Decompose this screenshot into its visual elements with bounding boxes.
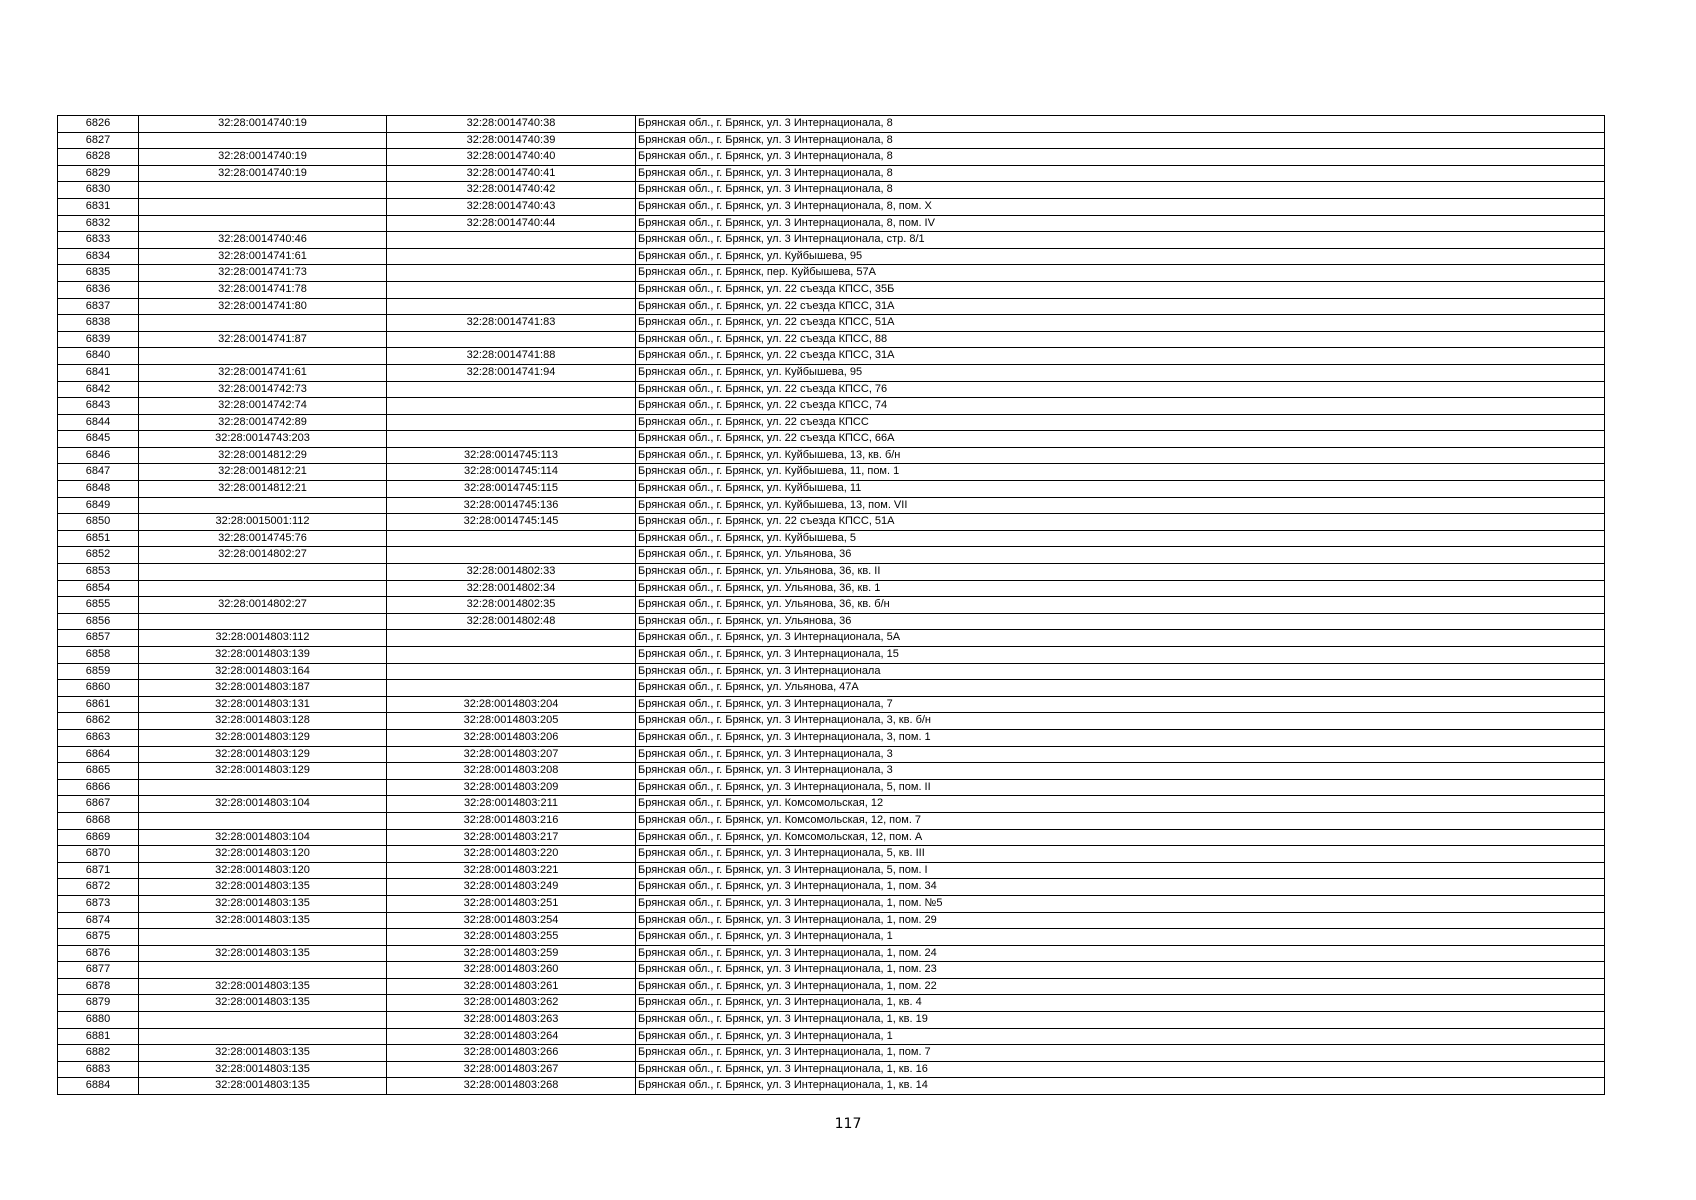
table-row	[58, 497, 1605, 514]
cadastral-number-cell: 32:28:0014741:83	[387, 315, 636, 332]
address-cell: Брянская обл., г. Брянск, ул. Ульянова, 36	[636, 547, 1605, 564]
cadastral-number-cell	[387, 281, 636, 298]
row-number-cell: 6842	[58, 381, 139, 398]
table-row	[58, 281, 1605, 298]
row-number-cell: 6827	[58, 132, 139, 149]
table-row	[58, 1028, 1605, 1045]
table-row	[58, 763, 1605, 780]
address-cell: Брянская обл., г. Брянск, ул. 3 Интернационала, 5, пом. I	[636, 862, 1605, 879]
parent-cadastral-number-cell: 32:28:0014812:21	[139, 464, 387, 481]
cadastral-number-cell: 32:28:0014803:268	[387, 1078, 636, 1095]
cadastral-number-cell: 32:28:0014803:205	[387, 713, 636, 730]
row-number-cell: 6863	[58, 729, 139, 746]
table-row	[58, 447, 1605, 464]
table-row	[58, 149, 1605, 166]
parent-cadastral-number-cell: 32:28:0015001:112	[139, 514, 387, 531]
cadastral-number-cell: 32:28:0014803:221	[387, 862, 636, 879]
page-number: 117	[834, 1116, 862, 1132]
cadastral-number-cell: 32:28:0014745:114	[387, 464, 636, 481]
table-row	[58, 962, 1605, 979]
cadastral-number-cell: 32:28:0014803:204	[387, 696, 636, 713]
row-number-cell: 6881	[58, 1028, 139, 1045]
row-number-cell: 6841	[58, 364, 139, 381]
row-number-cell: 6873	[58, 895, 139, 912]
cadastral-number-cell	[387, 547, 636, 564]
table-row	[58, 945, 1605, 962]
row-number-cell: 6856	[58, 613, 139, 630]
parent-cadastral-number-cell	[139, 1012, 387, 1029]
cadastral-table	[57, 115, 1605, 1095]
table-row	[58, 829, 1605, 846]
parent-cadastral-number-cell: 32:28:0014741:61	[139, 364, 387, 381]
parent-cadastral-number-cell: 32:28:0014741:61	[139, 248, 387, 265]
parent-cadastral-number-cell: 32:28:0014803:129	[139, 746, 387, 763]
address-cell: Брянская обл., г. Брянск, ул. 3 Интернационала, стр. 8/1	[636, 232, 1605, 249]
parent-cadastral-number-cell: 32:28:0014803:128	[139, 713, 387, 730]
cadastral-number-cell: 32:28:0014803:264	[387, 1028, 636, 1045]
row-number-cell: 6832	[58, 215, 139, 232]
row-number-cell: 6861	[58, 696, 139, 713]
table-row	[58, 116, 1605, 133]
address-cell: Брянская обл., г. Брянск, ул. 3 Интернационала, 8	[636, 149, 1605, 166]
table-row	[58, 431, 1605, 448]
address-cell: Брянская обл., г. Брянск, ул. 22 съезда КПСС, 31А	[636, 348, 1605, 365]
table-row	[58, 995, 1605, 1012]
table-row	[58, 232, 1605, 249]
address-cell: Брянская обл., г. Брянск, ул. 22 съезда КПСС, 31А	[636, 298, 1605, 315]
parent-cadastral-number-cell: 32:28:0014803:135	[139, 1078, 387, 1095]
cadastral-number-cell: 32:28:0014803:220	[387, 846, 636, 863]
cadastral-number-cell	[387, 530, 636, 547]
table-row	[58, 746, 1605, 763]
parent-cadastral-number-cell	[139, 1028, 387, 1045]
parent-cadastral-number-cell: 32:28:0014740:46	[139, 232, 387, 249]
address-cell: Брянская обл., г. Брянск, ул. 3 Интернационала, 8	[636, 132, 1605, 149]
table-row	[58, 265, 1605, 282]
row-number-cell: 6871	[58, 862, 139, 879]
cadastral-number-cell: 32:28:0014803:263	[387, 1012, 636, 1029]
address-cell: Брянская обл., г. Брянск, ул. 3 Интернационала, 8	[636, 116, 1605, 133]
row-number-cell: 6864	[58, 746, 139, 763]
parent-cadastral-number-cell: 32:28:0014740:19	[139, 149, 387, 166]
row-number-cell: 6848	[58, 481, 139, 498]
address-cell: Брянская обл., г. Брянск, ул. 3 Интернационала, 1, пом. 22	[636, 978, 1605, 995]
parent-cadastral-number-cell: 32:28:0014803:129	[139, 729, 387, 746]
row-number-cell: 6835	[58, 265, 139, 282]
cadastral-number-cell: 32:28:0014803:255	[387, 929, 636, 946]
cadastral-number-cell: 32:28:0014802:34	[387, 580, 636, 597]
parent-cadastral-number-cell: 32:28:0014812:29	[139, 447, 387, 464]
address-cell: Брянская обл., г. Брянск, ул. Куйбышева, 13, кв. б/н	[636, 447, 1605, 464]
row-number-cell: 6878	[58, 978, 139, 995]
address-cell: Брянская обл., г. Брянск, ул. Ульянова, 36, кв. б/н	[636, 597, 1605, 614]
address-cell: Брянская обл., г. Брянск, ул. 3 Интернационала, 5, пом. II	[636, 779, 1605, 796]
address-cell: Брянская обл., г. Брянск, ул. 3 Интернационала, 1, пом. №5	[636, 895, 1605, 912]
table-row	[58, 215, 1605, 232]
table-row	[58, 597, 1605, 614]
cadastral-number-cell: 32:28:0014803:209	[387, 779, 636, 796]
parent-cadastral-number-cell: 32:28:0014803:131	[139, 696, 387, 713]
parent-cadastral-number-cell: 32:28:0014803:120	[139, 862, 387, 879]
table-row	[58, 779, 1605, 796]
address-cell: Брянская обл., г. Брянск, ул. 22 съезда КПСС, 76	[636, 381, 1605, 398]
row-number-cell: 6838	[58, 315, 139, 332]
row-number-cell: 6855	[58, 597, 139, 614]
address-cell: Брянская обл., г. Брянск, ул. 22 съезда КПСС, 74	[636, 398, 1605, 415]
parent-cadastral-number-cell: 32:28:0014803:129	[139, 763, 387, 780]
row-number-cell: 6879	[58, 995, 139, 1012]
cadastral-number-cell	[387, 232, 636, 249]
address-cell: Брянская обл., г. Брянск, ул. Куйбышева, 11	[636, 481, 1605, 498]
table-row	[58, 348, 1605, 365]
table-row	[58, 564, 1605, 581]
table-row	[58, 198, 1605, 215]
row-number-cell: 6880	[58, 1012, 139, 1029]
parent-cadastral-number-cell: 32:28:0014741:80	[139, 298, 387, 315]
parent-cadastral-number-cell	[139, 613, 387, 630]
address-cell: Брянская обл., г. Брянск, ул. 3 Интернационала, 1, кв. 19	[636, 1012, 1605, 1029]
table-row	[58, 613, 1605, 630]
address-cell: Брянская обл., г. Брянск, ул. 3 Интернационала, 7	[636, 696, 1605, 713]
cadastral-number-cell: 32:28:0014803:208	[387, 763, 636, 780]
parent-cadastral-number-cell	[139, 929, 387, 946]
row-number-cell: 6840	[58, 348, 139, 365]
row-number-cell: 6834	[58, 248, 139, 265]
row-number-cell: 6870	[58, 846, 139, 863]
address-cell: Брянская обл., г. Брянск, ул. Ульянова, 36, кв. II	[636, 564, 1605, 581]
parent-cadastral-number-cell	[139, 779, 387, 796]
cadastral-number-cell: 32:28:0014803:216	[387, 812, 636, 829]
table-row	[58, 182, 1605, 199]
cadastral-number-cell	[387, 265, 636, 282]
address-cell: Брянская обл., г. Брянск, ул. Комсомольская, 12, пом. 7	[636, 812, 1605, 829]
table-row	[58, 812, 1605, 829]
table-row	[58, 879, 1605, 896]
address-cell: Брянская обл., г. Брянск, ул. 3 Интернационала, 8	[636, 182, 1605, 199]
row-number-cell: 6868	[58, 812, 139, 829]
row-number-cell: 6853	[58, 564, 139, 581]
parent-cadastral-number-cell	[139, 812, 387, 829]
parent-cadastral-number-cell: 32:28:0014803:135	[139, 945, 387, 962]
table-row	[58, 713, 1605, 730]
cadastral-number-cell	[387, 431, 636, 448]
row-number-cell: 6866	[58, 779, 139, 796]
address-cell: Брянская обл., г. Брянск, ул. Комсомольская, 12	[636, 796, 1605, 813]
address-cell: Брянская обл., г. Брянск, ул. 3 Интернационала, 15	[636, 647, 1605, 664]
table-row	[58, 1078, 1605, 1095]
row-number-cell: 6869	[58, 829, 139, 846]
table-row	[58, 132, 1605, 149]
cadastral-number-cell	[387, 630, 636, 647]
address-cell: Брянская обл., г. Брянск, ул. 3 Интернационала, 3, пом. 1	[636, 729, 1605, 746]
parent-cadastral-number-cell: 32:28:0014803:135	[139, 1061, 387, 1078]
cadastral-number-cell: 32:28:0014803:254	[387, 912, 636, 929]
table-row	[58, 862, 1605, 879]
parent-cadastral-number-cell: 32:28:0014803:104	[139, 796, 387, 813]
address-cell: Брянская обл., г. Брянск, ул. 3 Интернационала, 5, кв. III	[636, 846, 1605, 863]
cadastral-number-cell: 32:28:0014740:38	[387, 116, 636, 133]
cadastral-number-cell: 32:28:0014802:33	[387, 564, 636, 581]
cadastral-number-cell: 32:28:0014741:88	[387, 348, 636, 365]
parent-cadastral-number-cell: 32:28:0014745:76	[139, 530, 387, 547]
cadastral-number-cell: 32:28:0014803:259	[387, 945, 636, 962]
parent-cadastral-number-cell: 32:28:0014803:112	[139, 630, 387, 647]
table-row	[58, 663, 1605, 680]
row-number-cell: 6831	[58, 198, 139, 215]
cadastral-number-cell	[387, 298, 636, 315]
table-row	[58, 381, 1605, 398]
row-number-cell: 6854	[58, 580, 139, 597]
parent-cadastral-number-cell: 32:28:0014741:78	[139, 281, 387, 298]
cadastral-number-cell: 32:28:0014740:39	[387, 132, 636, 149]
address-cell: Брянская обл., г. Брянск, ул. 22 съезда КПСС, 51А	[636, 315, 1605, 332]
address-cell: Брянская обл., г. Брянск, ул. 3 Интернационала, 3, кв. б/н	[636, 713, 1605, 730]
parent-cadastral-number-cell: 32:28:0014803:135	[139, 978, 387, 995]
row-number-cell: 6877	[58, 962, 139, 979]
parent-cadastral-number-cell: 32:28:0014803:135	[139, 995, 387, 1012]
table-row	[58, 530, 1605, 547]
cadastral-number-cell: 32:28:0014802:35	[387, 597, 636, 614]
address-cell: Брянская обл., г. Брянск, ул. 3 Интернационала, 1, кв. 14	[636, 1078, 1605, 1095]
parent-cadastral-number-cell: 32:28:0014803:135	[139, 912, 387, 929]
cadastral-number-cell: 32:28:0014803:211	[387, 796, 636, 813]
row-number-cell: 6874	[58, 912, 139, 929]
address-cell: Брянская обл., г. Брянск, ул. Куйбышева, 13, пом. VII	[636, 497, 1605, 514]
cadastral-number-cell	[387, 381, 636, 398]
table-row	[58, 1061, 1605, 1078]
table-row	[58, 978, 1605, 995]
address-cell: Брянская обл., г. Брянск, ул. 3 Интернационала, 8	[636, 165, 1605, 182]
table-row	[58, 912, 1605, 929]
address-cell: Брянская обл., г. Брянск, ул. 22 съезда КПСС, 66А	[636, 431, 1605, 448]
row-number-cell: 6833	[58, 232, 139, 249]
cadastral-number-cell	[387, 680, 636, 697]
address-cell: Брянская обл., г. Брянск, ул. Ульянова, 36, кв. 1	[636, 580, 1605, 597]
cadastral-number-cell	[387, 248, 636, 265]
parent-cadastral-number-cell	[139, 564, 387, 581]
address-cell: Брянская обл., г. Брянск, ул. 3 Интернационала, 1, пом. 24	[636, 945, 1605, 962]
cadastral-number-cell: 32:28:0014803:249	[387, 879, 636, 896]
address-cell: Брянская обл., г. Брянск, ул. 22 съезда КПСС, 88	[636, 331, 1605, 348]
cadastral-number-cell: 32:28:0014803:262	[387, 995, 636, 1012]
parent-cadastral-number-cell: 32:28:0014741:87	[139, 331, 387, 348]
parent-cadastral-number-cell: 32:28:0014803:187	[139, 680, 387, 697]
parent-cadastral-number-cell: 32:28:0014803:164	[139, 663, 387, 680]
row-number-cell: 6839	[58, 331, 139, 348]
table-row	[58, 696, 1605, 713]
row-number-cell: 6845	[58, 431, 139, 448]
address-cell: Брянская обл., г. Брянск, ул. 3 Интернационала, 1, пом. 29	[636, 912, 1605, 929]
address-cell: Брянская обл., г. Брянск, ул. 3 Интернационала, 8, пом. X	[636, 198, 1605, 215]
table-row	[58, 680, 1605, 697]
parent-cadastral-number-cell: 32:28:0014742:74	[139, 398, 387, 415]
address-cell: Брянская обл., г. Брянск, ул. 3 Интернационала, 1	[636, 1028, 1605, 1045]
cadastral-number-cell: 32:28:0014745:136	[387, 497, 636, 514]
address-cell: Брянская обл., г. Брянск, ул. Ульянова, 36	[636, 613, 1605, 630]
cadastral-number-cell: 32:28:0014740:43	[387, 198, 636, 215]
address-cell: Брянская обл., г. Брянск, ул. 3 Интернационала, 1	[636, 929, 1605, 946]
parent-cadastral-number-cell	[139, 348, 387, 365]
row-number-cell: 6844	[58, 414, 139, 431]
address-cell: Брянская обл., г. Брянск, ул. 3 Интернационала, 1, кв. 16	[636, 1061, 1605, 1078]
address-cell: Брянская обл., г. Брянск, ул. 3 Интернационала, 1, кв. 4	[636, 995, 1605, 1012]
table-row	[58, 514, 1605, 531]
cadastral-number-cell: 32:28:0014803:261	[387, 978, 636, 995]
table-row	[58, 315, 1605, 332]
address-cell: Брянская обл., г. Брянск, ул. 3 Интернационала, 1, пом. 7	[636, 1045, 1605, 1062]
parent-cadastral-number-cell	[139, 198, 387, 215]
row-number-cell: 6859	[58, 663, 139, 680]
row-number-cell: 6860	[58, 680, 139, 697]
parent-cadastral-number-cell	[139, 580, 387, 597]
table-row	[58, 647, 1605, 664]
parent-cadastral-number-cell: 32:28:0014803:139	[139, 647, 387, 664]
parent-cadastral-number-cell	[139, 315, 387, 332]
table-row	[58, 331, 1605, 348]
address-cell: Брянская обл., г. Брянск, ул. Куйбышева, 95	[636, 364, 1605, 381]
parent-cadastral-number-cell	[139, 215, 387, 232]
row-number-cell: 6846	[58, 447, 139, 464]
cadastral-number-cell	[387, 663, 636, 680]
address-cell: Брянская обл., г. Брянск, ул. 3 Интернационала, 1, пом. 34	[636, 879, 1605, 896]
cadastral-number-cell: 32:28:0014745:115	[387, 481, 636, 498]
row-number-cell: 6829	[58, 165, 139, 182]
row-number-cell: 6884	[58, 1078, 139, 1095]
cadastral-number-cell	[387, 414, 636, 431]
table-row	[58, 846, 1605, 863]
table-row	[58, 481, 1605, 498]
parent-cadastral-number-cell: 32:28:0014803:135	[139, 895, 387, 912]
address-cell: Брянская обл., г. Брянск, ул. 3 Интернационала, 3	[636, 763, 1605, 780]
parent-cadastral-number-cell: 32:28:0014803:135	[139, 1045, 387, 1062]
row-number-cell: 6883	[58, 1061, 139, 1078]
address-cell: Брянская обл., г. Брянск, ул. 22 съезда КПСС	[636, 414, 1605, 431]
row-number-cell: 6875	[58, 929, 139, 946]
address-cell: Брянская обл., г. Брянск, ул. 3 Интернационала	[636, 663, 1605, 680]
cadastral-number-cell: 32:28:0014745:113	[387, 447, 636, 464]
row-number-cell: 6858	[58, 647, 139, 664]
cadastral-number-cell	[387, 331, 636, 348]
address-cell: Брянская обл., г. Брянск, ул. 3 Интернационала, 3	[636, 746, 1605, 763]
table-row	[58, 464, 1605, 481]
row-number-cell: 6850	[58, 514, 139, 531]
cadastral-number-cell: 32:28:0014802:48	[387, 613, 636, 630]
cadastral-number-cell: 32:28:0014745:145	[387, 514, 636, 531]
cadastral-number-cell: 32:28:0014803:251	[387, 895, 636, 912]
address-cell: Брянская обл., г. Брянск, ул. Комсомольская, 12, пом. А	[636, 829, 1605, 846]
cadastral-number-cell: 32:28:0014740:41	[387, 165, 636, 182]
cadastral-number-cell: 32:28:0014803:266	[387, 1045, 636, 1062]
row-number-cell: 6837	[58, 298, 139, 315]
parent-cadastral-number-cell	[139, 182, 387, 199]
table-row	[58, 248, 1605, 265]
table-row	[58, 729, 1605, 746]
parent-cadastral-number-cell	[139, 497, 387, 514]
cadastral-number-cell: 32:28:0014741:94	[387, 364, 636, 381]
cadastral-number-cell: 32:28:0014803:207	[387, 746, 636, 763]
parent-cadastral-number-cell: 32:28:0014740:19	[139, 116, 387, 133]
table-row	[58, 398, 1605, 415]
cadastral-number-cell: 32:28:0014740:40	[387, 149, 636, 166]
row-number-cell: 6851	[58, 530, 139, 547]
parent-cadastral-number-cell: 32:28:0014743:203	[139, 431, 387, 448]
parent-cadastral-number-cell	[139, 132, 387, 149]
cadastral-number-cell: 32:28:0014740:44	[387, 215, 636, 232]
parent-cadastral-number-cell	[139, 962, 387, 979]
address-cell: Брянская обл., г. Брянск, ул. 3 Интернационала, 8, пом. IV	[636, 215, 1605, 232]
address-cell: Брянская обл., г. Брянск, ул. 22 съезда КПСС, 35Б	[636, 281, 1605, 298]
cadastral-number-cell: 32:28:0014740:42	[387, 182, 636, 199]
cadastral-number-cell	[387, 647, 636, 664]
row-number-cell: 6865	[58, 763, 139, 780]
row-number-cell: 6862	[58, 713, 139, 730]
row-number-cell: 6828	[58, 149, 139, 166]
row-number-cell: 6852	[58, 547, 139, 564]
table-row	[58, 1045, 1605, 1062]
address-cell: Брянская обл., г. Брянск, ул. 22 съезда КПСС, 51А	[636, 514, 1605, 531]
row-number-cell: 6882	[58, 1045, 139, 1062]
address-cell: Брянская обл., г. Брянск, ул. Куйбышева, 11, пом. 1	[636, 464, 1605, 481]
parent-cadastral-number-cell: 32:28:0014740:19	[139, 165, 387, 182]
row-number-cell: 6857	[58, 630, 139, 647]
table-body	[58, 116, 1605, 1095]
address-cell: Брянская обл., г. Брянск, пер. Куйбышева, 57А	[636, 265, 1605, 282]
row-number-cell: 6867	[58, 796, 139, 813]
address-cell: Брянская обл., г. Брянск, ул. 3 Интернационала, 5А	[636, 630, 1605, 647]
row-number-cell: 6872	[58, 879, 139, 896]
parent-cadastral-number-cell: 32:28:0014742:73	[139, 381, 387, 398]
table-row	[58, 630, 1605, 647]
table-row	[58, 796, 1605, 813]
table-row	[58, 364, 1605, 381]
row-number-cell: 6849	[58, 497, 139, 514]
address-cell: Брянская обл., г. Брянск, ул. Куйбышева, 95	[636, 248, 1605, 265]
cadastral-number-cell: 32:28:0014803:217	[387, 829, 636, 846]
table-row	[58, 580, 1605, 597]
table-row	[58, 895, 1605, 912]
parent-cadastral-number-cell: 32:28:0014802:27	[139, 597, 387, 614]
address-cell: Брянская обл., г. Брянск, ул. Ульянова, 47А	[636, 680, 1605, 697]
row-number-cell: 6830	[58, 182, 139, 199]
parent-cadastral-number-cell: 32:28:0014803:104	[139, 829, 387, 846]
row-number-cell: 6847	[58, 464, 139, 481]
table-row	[58, 414, 1605, 431]
cadastral-number-cell: 32:28:0014803:267	[387, 1061, 636, 1078]
row-number-cell: 6826	[58, 116, 139, 133]
parent-cadastral-number-cell: 32:28:0014803:135	[139, 879, 387, 896]
cadastral-number-cell: 32:28:0014803:260	[387, 962, 636, 979]
row-number-cell: 6836	[58, 281, 139, 298]
parent-cadastral-number-cell: 32:28:0014803:120	[139, 846, 387, 863]
cadastral-number-cell	[387, 398, 636, 415]
table-row	[58, 298, 1605, 315]
address-cell: Брянская обл., г. Брянск, ул. 3 Интернационала, 1, пом. 23	[636, 962, 1605, 979]
table-row	[58, 165, 1605, 182]
parent-cadastral-number-cell: 32:28:0014812:21	[139, 481, 387, 498]
row-number-cell: 6843	[58, 398, 139, 415]
parent-cadastral-number-cell: 32:28:0014742:89	[139, 414, 387, 431]
address-cell: Брянская обл., г. Брянск, ул. Куйбышева, 5	[636, 530, 1605, 547]
parent-cadastral-number-cell: 32:28:0014802:27	[139, 547, 387, 564]
parent-cadastral-number-cell: 32:28:0014741:73	[139, 265, 387, 282]
table-row	[58, 547, 1605, 564]
table-row	[58, 1012, 1605, 1029]
row-number-cell: 6876	[58, 945, 139, 962]
cadastral-number-cell: 32:28:0014803:206	[387, 729, 636, 746]
table-row	[58, 929, 1605, 946]
